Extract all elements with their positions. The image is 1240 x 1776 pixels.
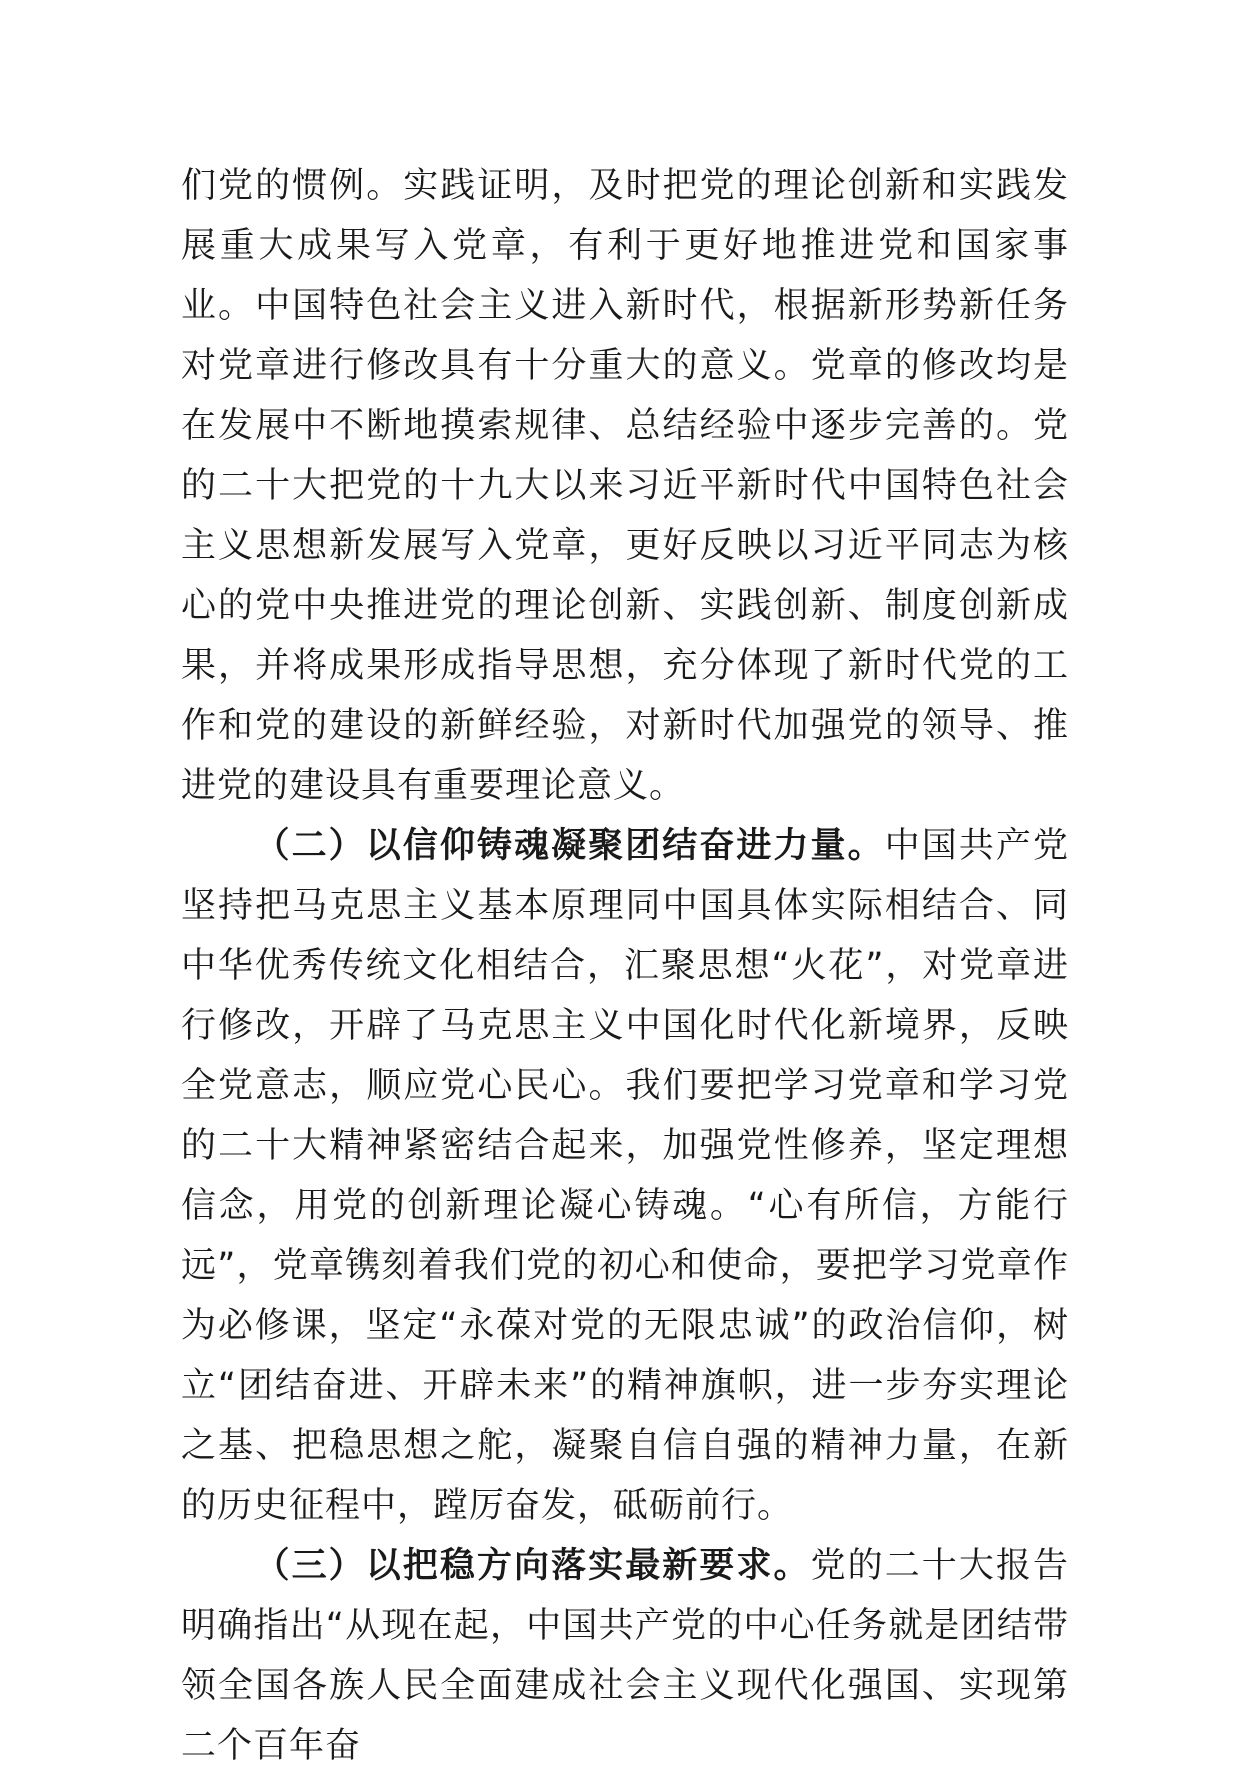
section-heading-2: （二）以信仰铸魂凝聚团结奋进力量。 — [254, 826, 885, 866]
body-text — [181, 156, 1069, 1776]
paragraph-3 — [181, 1536, 1069, 1776]
section-heading-3: （三）以把稳方向落实最新要求。 — [254, 1546, 811, 1586]
paragraph-2 — [181, 816, 1069, 1536]
paragraph-1 — [181, 156, 1069, 816]
paragraph-3-text: 党的二十大报告明确指出“从现在起，中国共产党的中心任务就是团结带领全国各族人民全面建成社会主义现代化强国、实现第二个百年奋 — [181, 1546, 1069, 1766]
paragraph-2-text: 中国共产党坚持把马克思主义基本原理同中国具体实际相结合、同中华优秀传统文化相结合，汇聚思想“火花”，对党章进行修改，开辟了马克思主义中国化时代化新境界，反映全党意志，顺应党心民心。我们要把学习党章和学习党的二十大精神紧密结合起来，加强党性修养，坚定理想信念，用党的创新理论凝心铸魂。“心有所信，方能行远”，党章镌刻着我们党的初心和使命，要把学习党章作为必修课，坚定“永葆对党的无限忠诚”的政治信仰，树立“团结奋进、开辟未来”的精神旗帜，进一步夯实理论之基、把稳思想之舵，凝聚自信自强的精神力量，在新的历史征程中，蹚厉奋发，砥砺前行。 — [181, 826, 1069, 1526]
paragraph-1-text: 们党的惯例。实践证明，及时把党的理论创新和实践发展重大成果写入党章，有利于更好地推进党和国家事业。中国特色社会主义进入新时代，根据新形势新任务对党章进行修改具有十分重大的意义。党章的修改均是在发展中不断地摸索规律、总结经验中逐步完善的。党的二十大把党的十九大以来习近平新时代中国特色社会主义思想新发展写入党章，更好反映以习近平同志为核心的党中央推进党的理论创新、实践创新、制度创新成果，并将成果形成指导思想，充分体现了新时代党的工作和党的建设的新鲜经验，对新时代加强党的领导、推进党的建设具有重要理论意义。 — [181, 166, 1069, 806]
